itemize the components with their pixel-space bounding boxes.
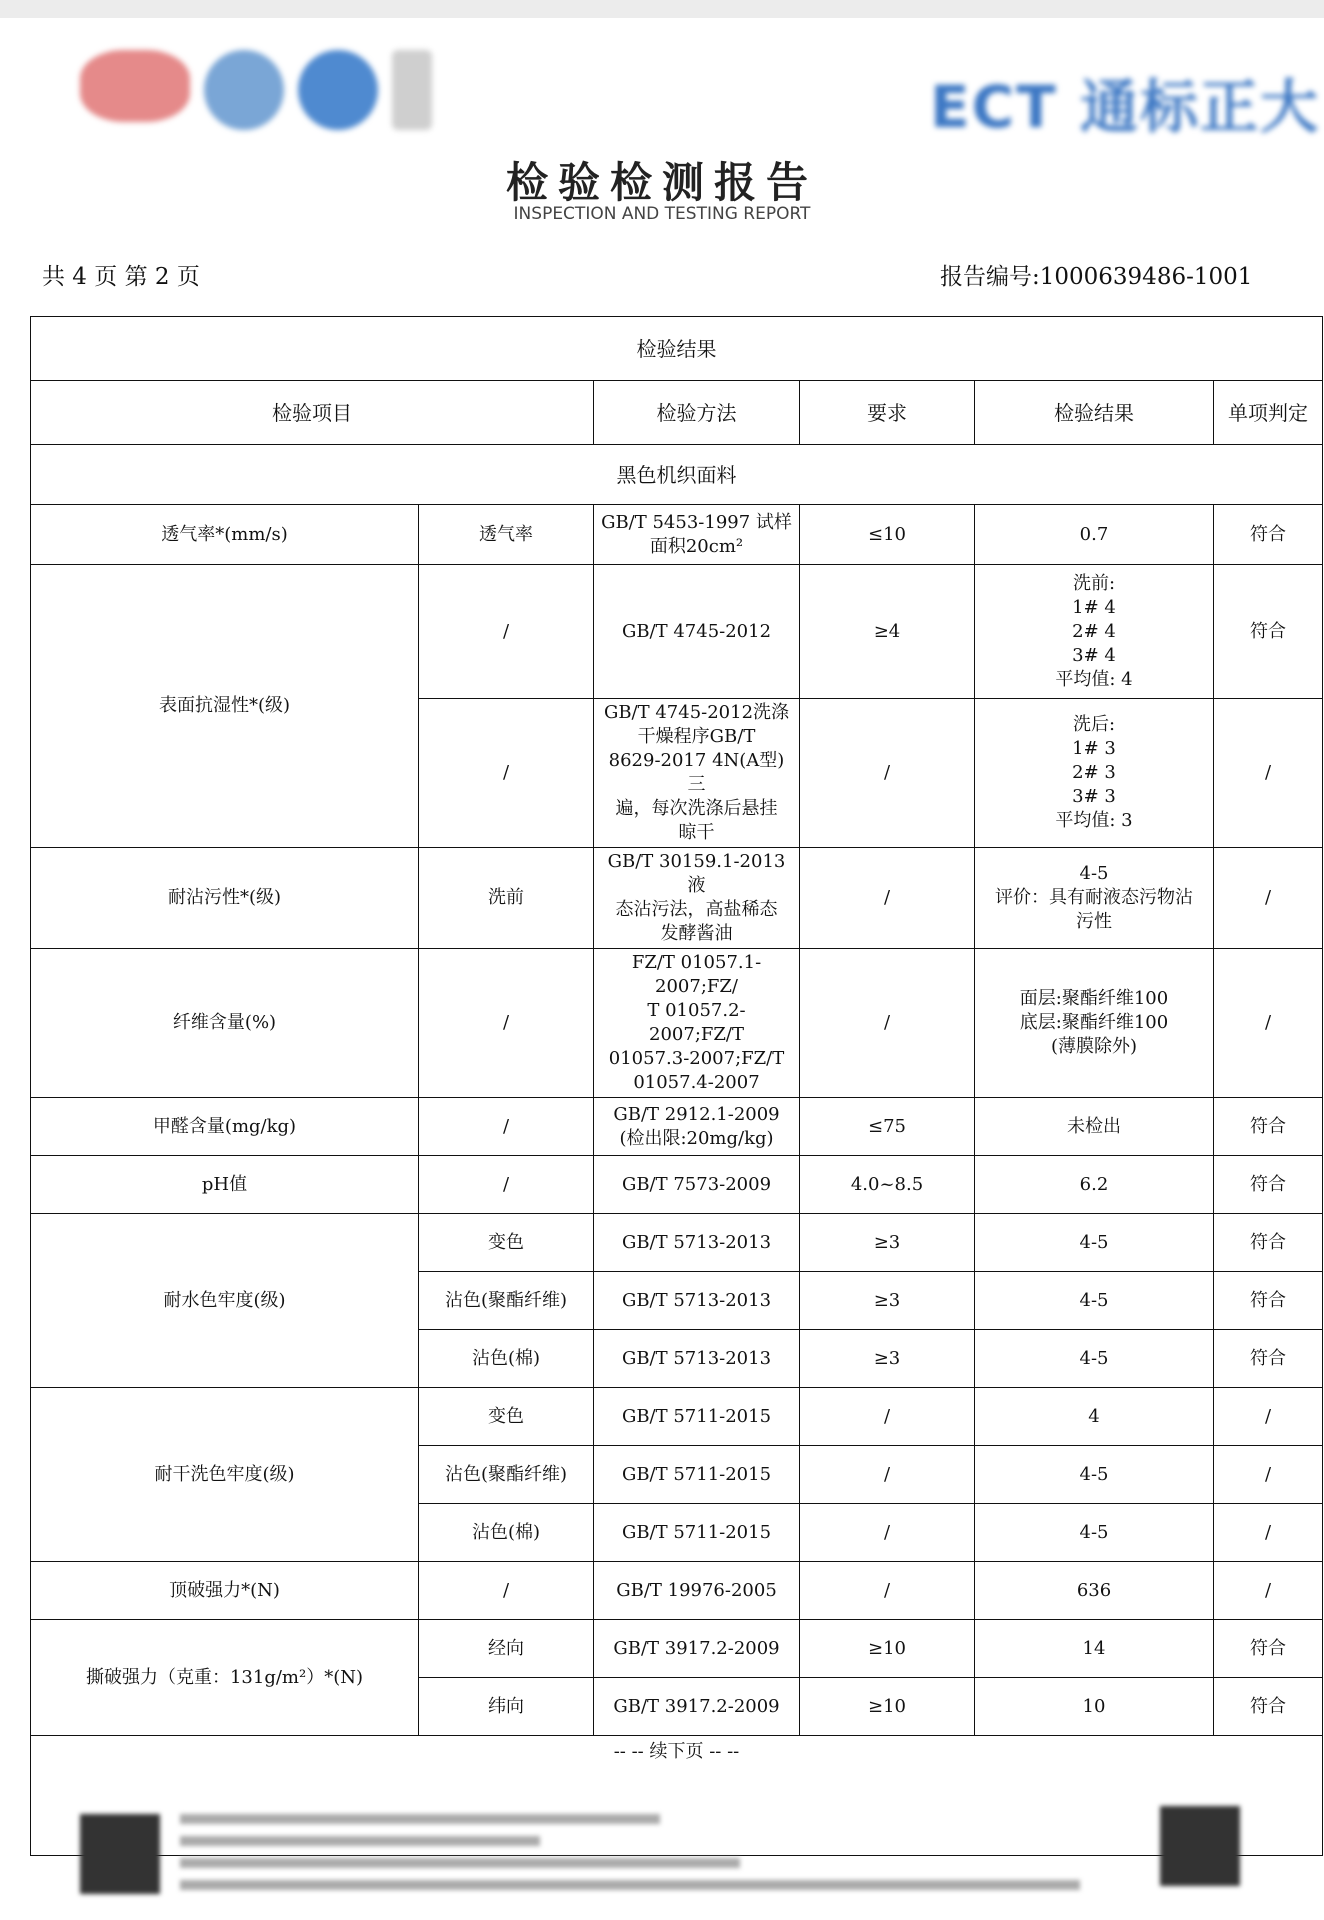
requirement-cell: ≤75 bbox=[800, 1098, 975, 1156]
result-cell: 636 bbox=[975, 1562, 1214, 1620]
material-name: 黑色机织面料 bbox=[31, 445, 1323, 505]
item-cell: 耐干洗色牢度(级) bbox=[31, 1388, 419, 1562]
section-title: 检验结果 bbox=[31, 317, 1323, 381]
verdict-cell: 符合 bbox=[1214, 1272, 1323, 1330]
result-cell: 洗后: 1# 3 2# 3 3# 3 平均值: 3 bbox=[975, 699, 1214, 848]
result-cell: 4-5 bbox=[975, 1330, 1214, 1388]
table-row bbox=[31, 1214, 1323, 1272]
cnas-mark-logo bbox=[392, 50, 432, 130]
report-number: 报告编号:1000639486-1001 bbox=[940, 264, 1253, 290]
verdict-cell: / bbox=[1214, 1504, 1323, 1562]
section-header-row bbox=[31, 317, 1323, 381]
verdict-cell: / bbox=[1214, 949, 1323, 1098]
sub-item-cell: / bbox=[419, 1156, 594, 1214]
item-cell: 甲醛含量(mg/kg) bbox=[31, 1098, 419, 1156]
sub-item-cell: / bbox=[419, 949, 594, 1098]
verdict-cell: 符合 bbox=[1214, 565, 1323, 699]
method-cell: GB/T 2912.1-2009 (检出限:20mg/kg) bbox=[594, 1098, 800, 1156]
requirement-cell: / bbox=[800, 848, 975, 949]
item-cell: 耐沾污性*(级) bbox=[31, 848, 419, 949]
sub-item-cell: 变色 bbox=[419, 1214, 594, 1272]
table-row bbox=[31, 1156, 1323, 1214]
report-title: 检验检测报告 bbox=[505, 158, 818, 207]
ect-logo: ECT 通标正大 bbox=[930, 73, 1320, 141]
ilac-logo bbox=[204, 50, 284, 130]
method-cell: GB/T 5713-2013 bbox=[594, 1330, 800, 1388]
method-cell: FZ/T 01057.1-2007;FZ/ T 01057.2-2007;FZ/T 01057.3-2007;FZ/T 01057.4-2007 bbox=[594, 949, 800, 1098]
requirement-cell: / bbox=[800, 699, 975, 848]
requirement-cell: ≥4 bbox=[800, 565, 975, 699]
method-cell: GB/T 7573-2009 bbox=[594, 1156, 800, 1214]
sub-item-cell: 变色 bbox=[419, 1388, 594, 1446]
cnas-logo bbox=[298, 50, 378, 130]
requirement-cell: ≥3 bbox=[800, 1330, 975, 1388]
result-cell: 0.7 bbox=[975, 505, 1214, 565]
col-header-requirement: 要求 bbox=[800, 381, 975, 445]
result-cell: 10 bbox=[975, 1678, 1214, 1736]
table-row bbox=[31, 949, 1323, 1098]
verdict-cell: 符合 bbox=[1214, 1330, 1323, 1388]
sub-item-cell: 沾色(棉) bbox=[419, 1330, 594, 1388]
col-header-verdict: 单项判定 bbox=[1214, 381, 1323, 445]
table-row bbox=[31, 1620, 1323, 1678]
sub-item-cell: 洗前 bbox=[419, 848, 594, 949]
verdict-cell: 符合 bbox=[1214, 1098, 1323, 1156]
verdict-cell: / bbox=[1214, 1562, 1323, 1620]
sub-item-cell: 沾色(棉) bbox=[419, 1504, 594, 1562]
footer-line bbox=[180, 1836, 540, 1846]
verdict-cell: 符合 bbox=[1214, 1678, 1323, 1736]
col-header-method: 检验方法 bbox=[594, 381, 800, 445]
item-cell: 表面抗湿性*(级) bbox=[31, 565, 419, 848]
sub-item-cell: / bbox=[419, 1098, 594, 1156]
top-strip bbox=[0, 0, 1324, 18]
report-title-english: INSPECTION AND TESTING REPORT bbox=[513, 204, 811, 224]
footer-line bbox=[180, 1814, 660, 1824]
method-cell: GB/T 19976-2005 bbox=[594, 1562, 800, 1620]
table-row bbox=[31, 505, 1323, 565]
method-cell: GB/T 3917.2-2009 bbox=[594, 1620, 800, 1678]
col-header-result: 检验结果 bbox=[975, 381, 1214, 445]
requirement-cell: / bbox=[800, 1446, 975, 1504]
sub-item-cell: 纬向 bbox=[419, 1678, 594, 1736]
requirement-cell: / bbox=[800, 1388, 975, 1446]
result-cell: 14 bbox=[975, 1620, 1214, 1678]
blurred-footer bbox=[80, 1800, 1260, 1910]
method-cell: GB/T 5711-2015 bbox=[594, 1504, 800, 1562]
method-cell: GB/T 4745-2012洗涤 干燥程序GB/T 8629-2017 4N(A型)三 遍，每次洗涤后悬挂 晾干 bbox=[594, 699, 800, 848]
col-header-item: 检验项目 bbox=[31, 381, 594, 445]
requirement-cell: / bbox=[800, 949, 975, 1098]
verdict-cell: / bbox=[1214, 1446, 1323, 1504]
requirement-cell: / bbox=[800, 1562, 975, 1620]
page-info: 共 4 页 第 2 页 bbox=[42, 264, 200, 290]
accreditation-logos bbox=[80, 50, 432, 130]
method-cell: GB/T 5713-2013 bbox=[594, 1272, 800, 1330]
sub-item-cell: 沾色(聚酯纤维) bbox=[419, 1272, 594, 1330]
table-row bbox=[31, 565, 1323, 699]
result-cell: 4-5 bbox=[975, 1504, 1214, 1562]
method-cell: GB/T 5713-2013 bbox=[594, 1214, 800, 1272]
sub-item-cell: / bbox=[419, 1562, 594, 1620]
item-cell: 顶破强力*(N) bbox=[31, 1562, 419, 1620]
requirement-cell: ≤10 bbox=[800, 505, 975, 565]
qr-code-icon bbox=[80, 1814, 160, 1894]
requirement-cell: ≥10 bbox=[800, 1678, 975, 1736]
verdict-cell: / bbox=[1214, 848, 1323, 949]
method-cell: GB/T 5453-1997 试样 面积20cm² bbox=[594, 505, 800, 565]
sub-item-cell: 透气率 bbox=[419, 505, 594, 565]
table-row bbox=[31, 848, 1323, 949]
verdict-cell: / bbox=[1214, 1388, 1323, 1446]
footer-line bbox=[180, 1880, 1080, 1890]
result-cell: 未检出 bbox=[975, 1098, 1214, 1156]
item-cell: 纤维含量(%) bbox=[31, 949, 419, 1098]
sub-item-cell: / bbox=[419, 565, 594, 699]
column-header-row bbox=[31, 381, 1323, 445]
requirement-cell: / bbox=[800, 1504, 975, 1562]
requirement-cell: ≥3 bbox=[800, 1272, 975, 1330]
item-cell: 耐水色牢度(级) bbox=[31, 1214, 419, 1388]
item-cell: 撕破强力（克重：131g/m²）*(N) bbox=[31, 1620, 419, 1736]
material-row bbox=[31, 445, 1323, 505]
method-cell: GB/T 5711-2015 bbox=[594, 1388, 800, 1446]
results-table bbox=[30, 316, 1323, 1856]
method-cell: GB/T 4745-2012 bbox=[594, 565, 800, 699]
cma-logo bbox=[80, 50, 190, 122]
verdict-cell: / bbox=[1214, 699, 1323, 848]
result-cell: 4-5 bbox=[975, 1272, 1214, 1330]
footer-line bbox=[180, 1858, 740, 1868]
result-cell: 6.2 bbox=[975, 1156, 1214, 1214]
table-row bbox=[31, 1388, 1323, 1446]
requirement-cell: ≥3 bbox=[800, 1214, 975, 1272]
verdict-cell: 符合 bbox=[1214, 1214, 1323, 1272]
item-cell: 透气率*(mm/s) bbox=[31, 505, 419, 565]
continued-note: -- -- 续下页 -- -- bbox=[31, 1736, 1323, 1856]
result-cell: 4-5 bbox=[975, 1446, 1214, 1504]
table-row bbox=[31, 1098, 1323, 1156]
sub-item-cell: 经向 bbox=[419, 1620, 594, 1678]
sub-item-cell: / bbox=[419, 699, 594, 848]
qr-code-icon bbox=[1160, 1806, 1240, 1886]
verdict-cell: 符合 bbox=[1214, 505, 1323, 565]
requirement-cell: 4.0~8.5 bbox=[800, 1156, 975, 1214]
item-cell: pH值 bbox=[31, 1156, 419, 1214]
method-cell: GB/T 3917.2-2009 bbox=[594, 1678, 800, 1736]
result-cell: 4 bbox=[975, 1388, 1214, 1446]
result-cell: 4-5 评价：具有耐液态污物沾 污性 bbox=[975, 848, 1214, 949]
result-cell: 面层:聚酯纤维100 底层:聚酯纤维100 (薄膜除外) bbox=[975, 949, 1214, 1098]
method-cell: GB/T 30159.1-2013 液 态沾污法，高盐稀态 发酵酱油 bbox=[594, 848, 800, 949]
result-cell: 洗前: 1# 4 2# 4 3# 4 平均值: 4 bbox=[975, 565, 1214, 699]
verdict-cell: 符合 bbox=[1214, 1156, 1323, 1214]
requirement-cell: ≥10 bbox=[800, 1620, 975, 1678]
table-row bbox=[31, 1562, 1323, 1620]
sub-item-cell: 沾色(聚酯纤维) bbox=[419, 1446, 594, 1504]
verdict-cell: 符合 bbox=[1214, 1620, 1323, 1678]
result-cell: 4-5 bbox=[975, 1214, 1214, 1272]
method-cell: GB/T 5711-2015 bbox=[594, 1446, 800, 1504]
